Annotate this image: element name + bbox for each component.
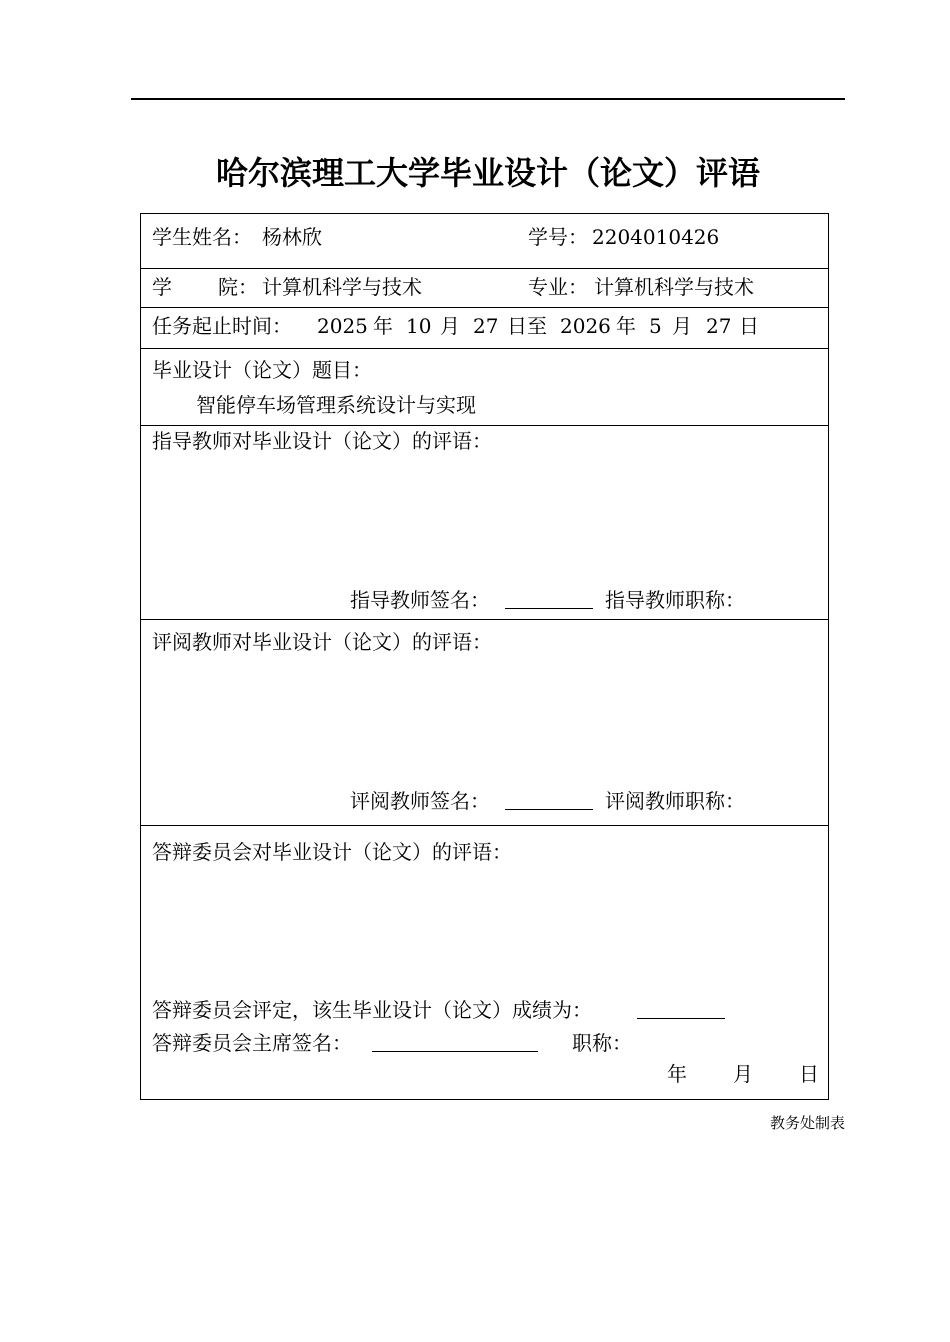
top-rule — [131, 98, 845, 100]
committee-year-label: 年 — [667, 1062, 687, 1086]
advisor-sign-label: 指导教师签名： — [350, 588, 490, 612]
reviewer-title-label: 评阅教师职称： — [605, 789, 745, 813]
committee-grade-label: 答辩委员会评定，该生毕业设计（论文）成绩为： — [152, 998, 592, 1022]
committee-title-label: 职称： — [572, 1031, 632, 1055]
advisor-heading: 指导教师对毕业设计（论文）的评语： — [152, 429, 492, 453]
period-year-unit-1: 年 — [373, 314, 393, 338]
student-name-label: 学生姓名： — [152, 225, 252, 249]
topic-value: 智能停车场管理系统设计与实现 — [196, 393, 476, 417]
college-label-a: 学 — [152, 275, 172, 299]
committee-chair-label: 答辩委员会主席签名： — [152, 1031, 352, 1055]
college-label-b: 院： — [218, 275, 258, 299]
period-day-unit: 日 — [739, 314, 759, 338]
advisor-sign-blank[interactable] — [505, 588, 593, 609]
period-end-month: 5 — [649, 314, 662, 338]
period-start-year: 2025 — [317, 314, 368, 338]
student-name-value: 杨林欣 — [262, 225, 322, 249]
committee-grade-blank[interactable] — [637, 998, 725, 1019]
period-label: 任务起止时间： — [152, 314, 292, 338]
evaluation-form — [140, 213, 829, 1100]
topic-label: 毕业设计（论文）题目： — [152, 358, 372, 382]
major-label: 专业： — [528, 275, 588, 299]
period-end-year: 2026 — [560, 314, 611, 338]
period-row — [141, 308, 828, 349]
student-id-value: 2204010426 — [592, 225, 720, 249]
committee-month-label: 月 — [733, 1062, 753, 1086]
page-title: 哈尔滨理工大学毕业设计（论文）评语 — [215, 154, 760, 192]
reviewer-heading: 评阅教师对毕业设计（论文）的评语： — [152, 630, 492, 654]
period-day-to: 日至 — [507, 314, 547, 338]
major-value: 计算机科学与技术 — [594, 275, 754, 299]
period-start-day: 27 — [473, 314, 499, 338]
college-value: 计算机科学与技术 — [262, 275, 422, 299]
college-row — [141, 269, 828, 308]
topic-row — [141, 349, 828, 426]
period-end-day: 27 — [706, 314, 732, 338]
period-month-unit-2: 月 — [672, 314, 692, 338]
advisor-section — [141, 426, 828, 620]
period-month-unit-1: 月 — [440, 314, 460, 338]
committee-chair-blank[interactable] — [372, 1031, 538, 1052]
student-row — [141, 214, 828, 269]
footer-note: 教务处制表 — [769, 1114, 845, 1132]
committee-section — [141, 826, 828, 1098]
advisor-title-label: 指导教师职称： — [605, 588, 745, 612]
committee-day-label: 日 — [799, 1062, 819, 1086]
reviewer-sign-blank[interactable] — [505, 789, 593, 810]
committee-heading: 答辩委员会对毕业设计（论文）的评语： — [152, 840, 512, 864]
reviewer-section — [141, 620, 828, 826]
student-id-label: 学号： — [528, 225, 588, 249]
reviewer-sign-label: 评阅教师签名： — [350, 789, 490, 813]
period-start-month: 10 — [406, 314, 432, 338]
period-year-unit-2: 年 — [616, 314, 636, 338]
